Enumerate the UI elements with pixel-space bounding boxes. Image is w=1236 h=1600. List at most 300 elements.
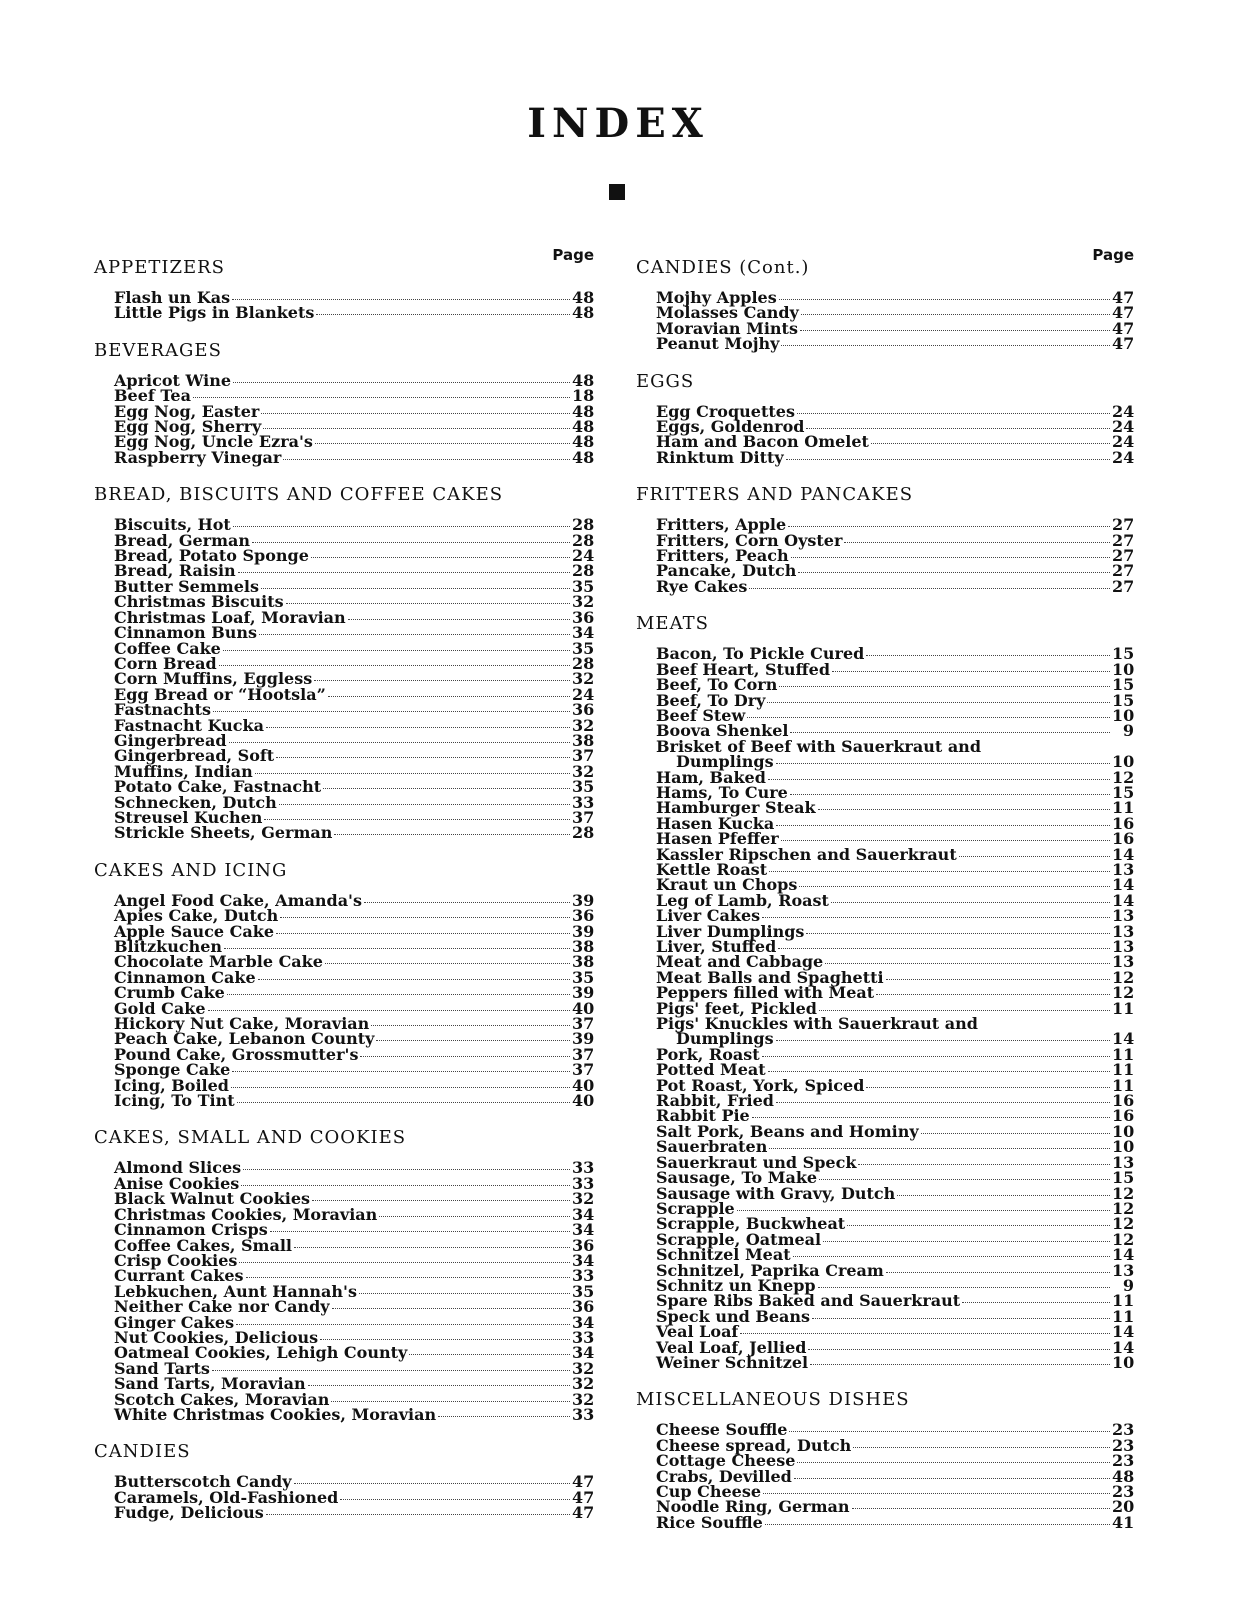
entry-page-number: 35 [572, 967, 595, 987]
dot-leader [270, 1231, 570, 1232]
dot-leader [847, 1225, 1110, 1226]
dot-leader [331, 1401, 570, 1402]
entry-name: Meat Balls and Spaghetti [656, 967, 884, 987]
entry-page-number: 12 [1112, 1229, 1135, 1249]
entry-name: Hasen Pfeffer [656, 829, 779, 849]
entry-page-number: 34 [572, 1250, 595, 1270]
entry-page-number: 47 [572, 1487, 595, 1507]
dot-leader [364, 902, 570, 903]
entry-page-number: 33 [572, 1327, 595, 1347]
dot-leader [789, 1431, 1110, 1432]
index-entry-list [94, 890, 595, 1111]
entry-name: Schnecken, Dutch [114, 792, 277, 812]
entry-page-number: 24 [1112, 417, 1135, 437]
dot-leader [825, 963, 1110, 964]
dot-leader [776, 825, 1110, 826]
dot-leader [781, 840, 1110, 841]
entry-page-number: 36 [572, 1235, 595, 1255]
entry-name: Crisp Cookies [114, 1250, 238, 1270]
entry-page-number: 11 [1112, 1306, 1135, 1326]
dot-leader [261, 413, 570, 414]
entry-name: Brisket of Beef with Sauerkraut and [656, 736, 981, 756]
dot-leader [786, 459, 1110, 460]
dot-leader [409, 1354, 570, 1355]
dot-leader [359, 1293, 570, 1294]
entry-name: Bacon, To Pickle Cured [656, 644, 865, 664]
entry-name: Cheese spread, Dutch [656, 1435, 852, 1455]
dot-leader [379, 1216, 570, 1217]
dot-leader [233, 526, 570, 527]
dot-leader [276, 933, 570, 934]
section-heading-cakes-small-and-cookies: CAKES, SMALL AND COOKIES [94, 1127, 407, 1149]
entry-name: Almond Slices [114, 1158, 242, 1178]
entry-name: Potato Cake, Fastnacht [114, 777, 322, 797]
dot-leader [360, 1056, 570, 1057]
entry-name: Speck und Beans [656, 1306, 811, 1326]
dot-leader [778, 948, 1110, 949]
entry-page-number: 10 [1112, 659, 1135, 679]
entry-page-number: 48 [572, 417, 595, 437]
index-entry [114, 303, 595, 323]
entry-page-number: 34 [572, 1204, 595, 1224]
dot-leader [258, 979, 570, 980]
section-heading-candies-cont: CANDIES (Cont.) [636, 257, 810, 278]
entry-name: Streusel Kuchen [114, 807, 263, 827]
entry-page-number: 34 [572, 1343, 595, 1363]
dot-leader [886, 979, 1110, 980]
entry-page-number: 15 [1112, 782, 1135, 802]
index-entry [656, 447, 1135, 467]
entry-name: Gold Cake [114, 998, 206, 1018]
entry-name: Gingerbread, Soft [114, 746, 275, 766]
entry-page-number: 12 [1112, 1183, 1135, 1203]
dot-leader [286, 603, 570, 604]
entry-name: Corn Bread [114, 653, 217, 673]
dot-leader [212, 1370, 570, 1371]
dot-leader [231, 1087, 570, 1088]
dot-leader [219, 665, 570, 666]
entry-page-number: 33 [572, 1173, 595, 1193]
entry-name: Pound Cake, Grossmutter's [114, 1044, 359, 1064]
dot-leader [871, 443, 1110, 444]
entry-page-number: 16 [1112, 813, 1135, 833]
entry-name: Beef Stew [656, 705, 746, 725]
entry-name: Angel Food Cake, Amanda's [114, 890, 362, 910]
dot-leader [876, 994, 1110, 995]
entry-name: Cottage Cheese [656, 1451, 796, 1471]
index-entry-list [94, 517, 594, 841]
entry-name: Lebkuchen, Aunt Hannah's [114, 1281, 357, 1301]
section-heading-eggs: EGGS [636, 370, 695, 392]
dot-leader [962, 1302, 1110, 1303]
entry-page-number: 24 [572, 546, 595, 566]
entry-name: Boova Shenkel [656, 721, 789, 741]
entry-name: Noodle Ring, German [656, 1497, 850, 1517]
page-title: INDEX [527, 100, 709, 147]
entry-page-number: 48 [572, 288, 595, 307]
entry-name: Flash un Kas [114, 288, 231, 307]
left-column: Page APPETIZERS Flash un Kas 48 Little Pigs in Blankets 48 BEVERAGES Apricot Wine 48 Beef Tea 18 Egg Nog, Easter 48 Egg Nog, Sherry 48 Egg Nog, Uncle Ezra's 48 Raspberry Vinegar 48 BREAD, BISCUITS AND COFFEE CAKES Biscuits, Hot 28 Bread, German 28 Bread, Potato Sponge 24 Bread, Raisin 28 Butter Semmels 35 Christmas Biscuits 32 Christmas Loaf, Moravian 36 Cinnamon Buns 34 Coffee Cake 35 Corn Bread 28 Corn Muffins, Eggless 32 Egg Bread or “Hootsla” 24 Fastnachts 36 Fastnacht Kucka 32 Gingerbread 38 Gingerbread, Soft 37 Muffins, Indian 32 Potato Cake, Fastnacht 35 Schnecken, Dutch 33 Streusel Kuchen 37 Strickle Sheets, German 28 CAKES AND ICING Angel Food Cake, Amanda's 39 Apies Cake, Dutch 36 Apple Sauce Cake 39 Blitzkuchen 38 Chocolate Marble Cake 38 Cinnamon Cake 35 Crumb Cake 39 Gold Cake 40 Hickory Nut Cake, Moravian 37 Peach Cake, Lebanon County 39 Pound Cake, Grossmutter's 37 Sponge Cake 37 Icing, Boiled 40 Icing, To Tint 40 CAKES, SMALL AND COOKIES Almond Slices 33 Anise Cookies 33 Black Walnut Cookies 32 Christmas Cookies, Moravian 34 Cinnamon Crisps 34 Coffee Cakes, Small 36 Crisp Cookies 34 Currant Cakes 33 Lebkuchen, Aunt Hannah's 35 Neither Cake nor Candy 36 Ginger Cakes 34 Nut Cookies, Delicious 33 Oatmeal Cookies, Lehigh County 34 Sand Tarts 32 Sand Tarts, Moravian 32 Scotch Cakes, Moravian 32 White Christmas Cookies, Moravian 33 CANDIES Butterscotch Candy 47 Caramels, Old-Fashioned 47 Fudge, Delicious 47 [94, 246, 595, 1523]
entry-page-number: 15 [1112, 690, 1135, 710]
entry-page-number: 36 [572, 1297, 595, 1317]
entry-name: Fudge, Delicious [114, 1503, 264, 1523]
entry-page-number: 39 [572, 983, 595, 1003]
entry-name: Nut Cookies, Delicious [114, 1327, 319, 1347]
entry-name: Rabbit, Fried [656, 1091, 774, 1111]
entry-name: Beef Heart, Stuffed [656, 659, 831, 679]
section-heading-miscellaneous-dishes: MISCELLANEOUS DISHES [636, 1389, 910, 1411]
entry-name: Pot Roast, York, Spiced [656, 1075, 865, 1095]
dot-leader [808, 1349, 1110, 1350]
entry-page-number: 13 [1112, 937, 1135, 956]
section-heading-meats: MEATS [636, 613, 709, 635]
entry-page-number: 28 [572, 530, 595, 550]
entry-page-number: 36 [572, 700, 595, 720]
dot-leader [810, 1364, 1110, 1365]
dot-leader [765, 1524, 1110, 1525]
entry-page-number: 39 [572, 890, 595, 910]
section-heading-fritters-and-pancakes: FRITTERS AND PANCAKES [636, 484, 914, 506]
entry-page-number: 27 [1112, 561, 1135, 581]
entry-page-number: 16 [1112, 1091, 1135, 1111]
section-heading-bread-biscuits-and-coffee-cakes: BREAD, BISCUITS AND COFFEE CAKES [94, 484, 504, 506]
dot-leader [276, 757, 570, 758]
entry-page-number: 10 [1112, 752, 1135, 772]
entry-page-number: 14 [1112, 1322, 1135, 1342]
dot-leader [246, 1277, 570, 1278]
index-entry-list [636, 290, 1134, 352]
dot-leader [818, 809, 1110, 810]
dot-leader [252, 542, 570, 543]
entry-name: Egg Nog, Easter [114, 401, 260, 421]
entry-page-number: 23 [1112, 1435, 1135, 1455]
dot-leader [791, 557, 1110, 558]
dot-leader [208, 1010, 570, 1011]
entry-page-number: 37 [572, 1060, 595, 1080]
square-ornament-icon [609, 184, 625, 200]
entry-page-number: 12 [1112, 967, 1135, 987]
entry-page-number: 33 [572, 1266, 595, 1286]
dot-leader [818, 1287, 1110, 1288]
entry-name: Apricot Wine [114, 370, 232, 390]
entry-name: Bread, Raisin [114, 561, 236, 581]
dot-leader [294, 1247, 570, 1248]
dot-leader [264, 819, 570, 820]
index-entry-list [94, 1160, 594, 1422]
entry-name: Gingerbread [114, 730, 227, 750]
dot-leader [768, 779, 1110, 780]
entry-page-number: 11 [1112, 1044, 1135, 1064]
entry-page-number: 12 [1112, 983, 1135, 1003]
entry-page-number: 24 [1112, 432, 1135, 452]
dot-leader [243, 1169, 570, 1170]
entry-name: Veal Loaf [656, 1322, 739, 1342]
dot-leader [747, 717, 1110, 718]
entry-page-number: 10 [1112, 1137, 1135, 1157]
dot-leader [819, 1179, 1110, 1180]
dot-leader [897, 1195, 1110, 1196]
entry-page-number: 35 [572, 638, 595, 658]
dot-leader [315, 443, 570, 444]
dot-leader [348, 619, 570, 620]
dot-leader [823, 1241, 1110, 1242]
entry-page-number: 35 [572, 777, 595, 797]
entry-page-number: 33 [572, 792, 595, 812]
entry-page-number: 14 [1112, 1337, 1135, 1357]
entry-page-number: 24 [1112, 447, 1135, 467]
entry-name: Sand Tarts [114, 1358, 210, 1378]
dot-leader [223, 650, 570, 651]
entry-page-number: 34 [572, 1220, 595, 1240]
entry-name: Cinnamon Cake [114, 967, 256, 987]
entry-page-number: 13 [1112, 1260, 1135, 1280]
entry-page-number: 38 [572, 952, 595, 972]
entry-page-number: 14 [1112, 1245, 1135, 1265]
entry-page-number: 27 [1112, 530, 1135, 550]
entry-page-number: 47 [1112, 318, 1135, 338]
dot-leader [788, 526, 1110, 527]
dot-leader [800, 330, 1110, 331]
entry-name: Dumplings [676, 752, 774, 772]
entry-name: Sauerbraten [656, 1137, 768, 1157]
dot-leader [236, 1324, 570, 1325]
entry-name: Apies Cake, Dutch [114, 906, 279, 926]
entry-page-number: 40 [572, 998, 595, 1018]
entry-page-number: 20 [1112, 1497, 1135, 1517]
entry-page-number: 23 [1112, 1451, 1135, 1471]
dot-leader [259, 634, 570, 635]
index-entry [114, 1091, 595, 1111]
index-entry-list [636, 401, 1135, 467]
entry-page-number: 11 [1112, 1291, 1135, 1311]
entry-page-number: 11 [1112, 1060, 1135, 1080]
entry-page-number: 38 [572, 730, 595, 750]
entry-name: Caramels, Old-Fashioned [114, 1487, 339, 1507]
entry-page-number: 48 [572, 303, 595, 323]
entry-page-number: 14 [1112, 1029, 1135, 1049]
dot-leader [266, 1514, 570, 1515]
entry-name: Liver Dumplings [656, 921, 805, 941]
entry-name: Peach Cake, Lebanon County [114, 1029, 375, 1049]
entry-name: Liver, Stuffed [656, 937, 777, 956]
entry-name: Hamburger Steak [656, 798, 816, 818]
dot-leader [332, 1308, 570, 1309]
entry-name: Rice Souffle [656, 1512, 763, 1532]
entry-name: Rabbit Pie [656, 1106, 750, 1126]
entry-name: Egg Croquettes [656, 401, 795, 421]
dot-leader [769, 871, 1110, 872]
entry-name: Veal Loaf, Jellied [656, 1337, 807, 1357]
dot-leader [959, 856, 1110, 857]
entry-name: Cinnamon Crisps [114, 1220, 268, 1240]
entry-name: Potted Meat [656, 1060, 766, 1080]
entry-page-number: 48 [572, 432, 595, 452]
dot-leader [853, 1447, 1110, 1448]
entry-name: Hasen Kucka [656, 813, 775, 833]
index-entry-list [636, 646, 1134, 1370]
entry-page-number: 13 [1112, 906, 1135, 926]
entry-page-number: 10 [1112, 705, 1135, 725]
entry-page-number: 36 [572, 607, 595, 627]
dot-leader [283, 459, 570, 460]
entry-page-number: 9 [1122, 1275, 1134, 1295]
entry-page-number: 24 [1112, 401, 1135, 421]
entry-name: Liver Cakes [656, 906, 761, 926]
entry-name: Moravian Mints [656, 318, 798, 338]
entry-page-number: 14 [1112, 844, 1135, 864]
entry-name: Sausage with Gravy, Dutch [656, 1183, 896, 1203]
entry-page-number: 48 [1112, 1466, 1135, 1486]
entry-name: Schnitzel, Paprika Cream [656, 1260, 884, 1280]
entry-name: Christmas Cookies, Moravian [114, 1204, 378, 1224]
entry-page-number: 28 [572, 823, 595, 843]
dot-leader [819, 1010, 1110, 1011]
entry-page-number: 28 [572, 515, 595, 535]
entry-page-number: 11 [1112, 798, 1135, 818]
index-entry-list [94, 1472, 595, 1523]
dot-leader [323, 788, 570, 789]
dot-leader [308, 1385, 570, 1386]
entry-page-number: 27 [1112, 515, 1135, 535]
entry-page-number: 48 [572, 370, 595, 390]
entry-name: Kettle Roast [656, 859, 768, 879]
dot-leader [781, 345, 1110, 346]
entry-page-number: 13 [1112, 859, 1135, 879]
dot-leader [801, 314, 1110, 315]
entry-name: Egg Bread or “Hootsla” [114, 684, 326, 704]
entry-page-number: 23 [1112, 1482, 1135, 1501]
entry-name: Little Pigs in Blankets [114, 303, 315, 323]
entry-page-number: 23 [1112, 1420, 1135, 1440]
entry-name: Hickory Nut Cake, Moravian [114, 1014, 370, 1034]
entry-name: Beef, To Dry [656, 690, 766, 710]
dot-leader [866, 655, 1110, 656]
entry-name: Fritters, Corn Oyster [656, 530, 843, 550]
entry-page-number: 16 [1112, 829, 1135, 849]
dot-leader [812, 1318, 1110, 1319]
entry-name: Pancake, Dutch [656, 561, 797, 581]
entry-name: Scrapple, Oatmeal [656, 1229, 822, 1249]
entry-name: Schnitzel Meat [656, 1245, 791, 1265]
dot-leader [790, 794, 1110, 795]
dot-leader [858, 1164, 1110, 1165]
dot-leader [799, 886, 1110, 887]
dot-leader [227, 994, 570, 995]
entry-name: Blitzkuchen [114, 937, 223, 956]
entry-page-number: 32 [572, 669, 595, 689]
dot-leader [806, 428, 1110, 429]
entry-name: Black Walnut Cookies [114, 1189, 311, 1209]
dot-leader [776, 1102, 1110, 1103]
entry-name: Strickle Sheets, German [114, 823, 333, 843]
entry-page-number: 47 [1112, 303, 1135, 323]
entry-page-number: 15 [1112, 675, 1135, 695]
dot-leader [320, 1339, 570, 1340]
entry-page-number: 32 [572, 1189, 595, 1209]
dot-leader [255, 773, 570, 774]
entry-page-number: 12 [1112, 767, 1135, 787]
entry-name: Anise Cookies [114, 1173, 240, 1193]
dot-leader [769, 1148, 1110, 1149]
entry-name: Pigs' Knuckles with Sauerkraut and [656, 1014, 978, 1034]
entry-page-number: 37 [572, 1044, 595, 1064]
entry-name: Fritters, Peach [656, 546, 789, 566]
dot-leader [239, 1262, 570, 1263]
entry-page-number: 37 [572, 807, 595, 827]
entry-name: Butterscotch Candy [114, 1472, 292, 1492]
entry-name: Peppers filled with Meat [656, 983, 875, 1003]
entry-name: Sausage, To Make [656, 1168, 818, 1188]
entry-name: Peanut Mojhy [656, 334, 780, 354]
entry-page-number: 9 [1122, 721, 1134, 741]
entry-name: Mojhy Apples [656, 288, 777, 307]
entry-page-number: 34 [572, 1312, 595, 1332]
entry-name: Schnitz un Knepp [656, 1275, 816, 1295]
entry-page-number: 33 [572, 1158, 595, 1178]
dot-leader [294, 1483, 570, 1484]
entry-name: Butter Semmels [114, 576, 259, 596]
dot-leader [328, 696, 570, 697]
entry-page-number: 13 [1112, 1152, 1135, 1172]
dot-leader [376, 1040, 570, 1041]
dot-leader [340, 1499, 570, 1500]
entry-name: Fastnachts [114, 700, 212, 720]
entry-page-number: 32 [572, 715, 595, 735]
entry-name: Biscuits, Hot [114, 515, 231, 535]
index-entry [114, 447, 595, 467]
entry-name: Molasses Candy [656, 303, 799, 323]
entry-page-number: 37 [572, 1014, 595, 1034]
entry-name: Chocolate Marble Cake [114, 952, 323, 972]
index-entry [656, 576, 1135, 596]
entry-name: Ham and Bacon Omelet [656, 432, 869, 452]
entry-name: White Christmas Cookies, Moravian [114, 1404, 437, 1424]
dot-leader [797, 413, 1110, 414]
entry-page-number: 37 [572, 746, 595, 766]
entry-page-number: 27 [1112, 546, 1135, 566]
entry-page-number: 38 [572, 937, 595, 956]
entry-page-number: 15 [1112, 1168, 1135, 1188]
index-entry [656, 334, 1135, 354]
dot-leader [921, 1133, 1110, 1134]
dot-leader [866, 1087, 1110, 1088]
entry-name: Sponge Cake [114, 1060, 231, 1080]
dot-leader [316, 314, 570, 315]
entry-page-number: 32 [572, 1389, 595, 1409]
dot-leader [776, 763, 1110, 764]
entry-page-number: 48 [572, 401, 595, 421]
entry-page-number: 34 [572, 623, 595, 643]
entry-name: Spare Ribs Baked and Sauerkraut [656, 1291, 961, 1311]
dot-leader [798, 572, 1110, 573]
dot-leader [793, 1256, 1110, 1257]
entry-page-number: 28 [572, 653, 595, 673]
entry-page-number: 41 [1112, 1512, 1135, 1532]
entry-name: Fritters, Apple [656, 515, 787, 535]
entry-page-number: 39 [572, 921, 595, 941]
dot-leader [806, 933, 1110, 934]
entry-name: Egg Nog, Uncle Ezra's [114, 432, 313, 452]
dot-leader [852, 1508, 1110, 1509]
entry-page-number: 36 [572, 906, 595, 926]
entry-page-number: 32 [572, 1358, 595, 1378]
entry-page-number: 33 [572, 1404, 595, 1424]
dot-leader [844, 542, 1110, 543]
entry-page-number: 12 [1112, 1198, 1135, 1218]
dot-leader [740, 1333, 1110, 1334]
dot-leader [266, 727, 570, 728]
dot-leader [779, 299, 1110, 300]
